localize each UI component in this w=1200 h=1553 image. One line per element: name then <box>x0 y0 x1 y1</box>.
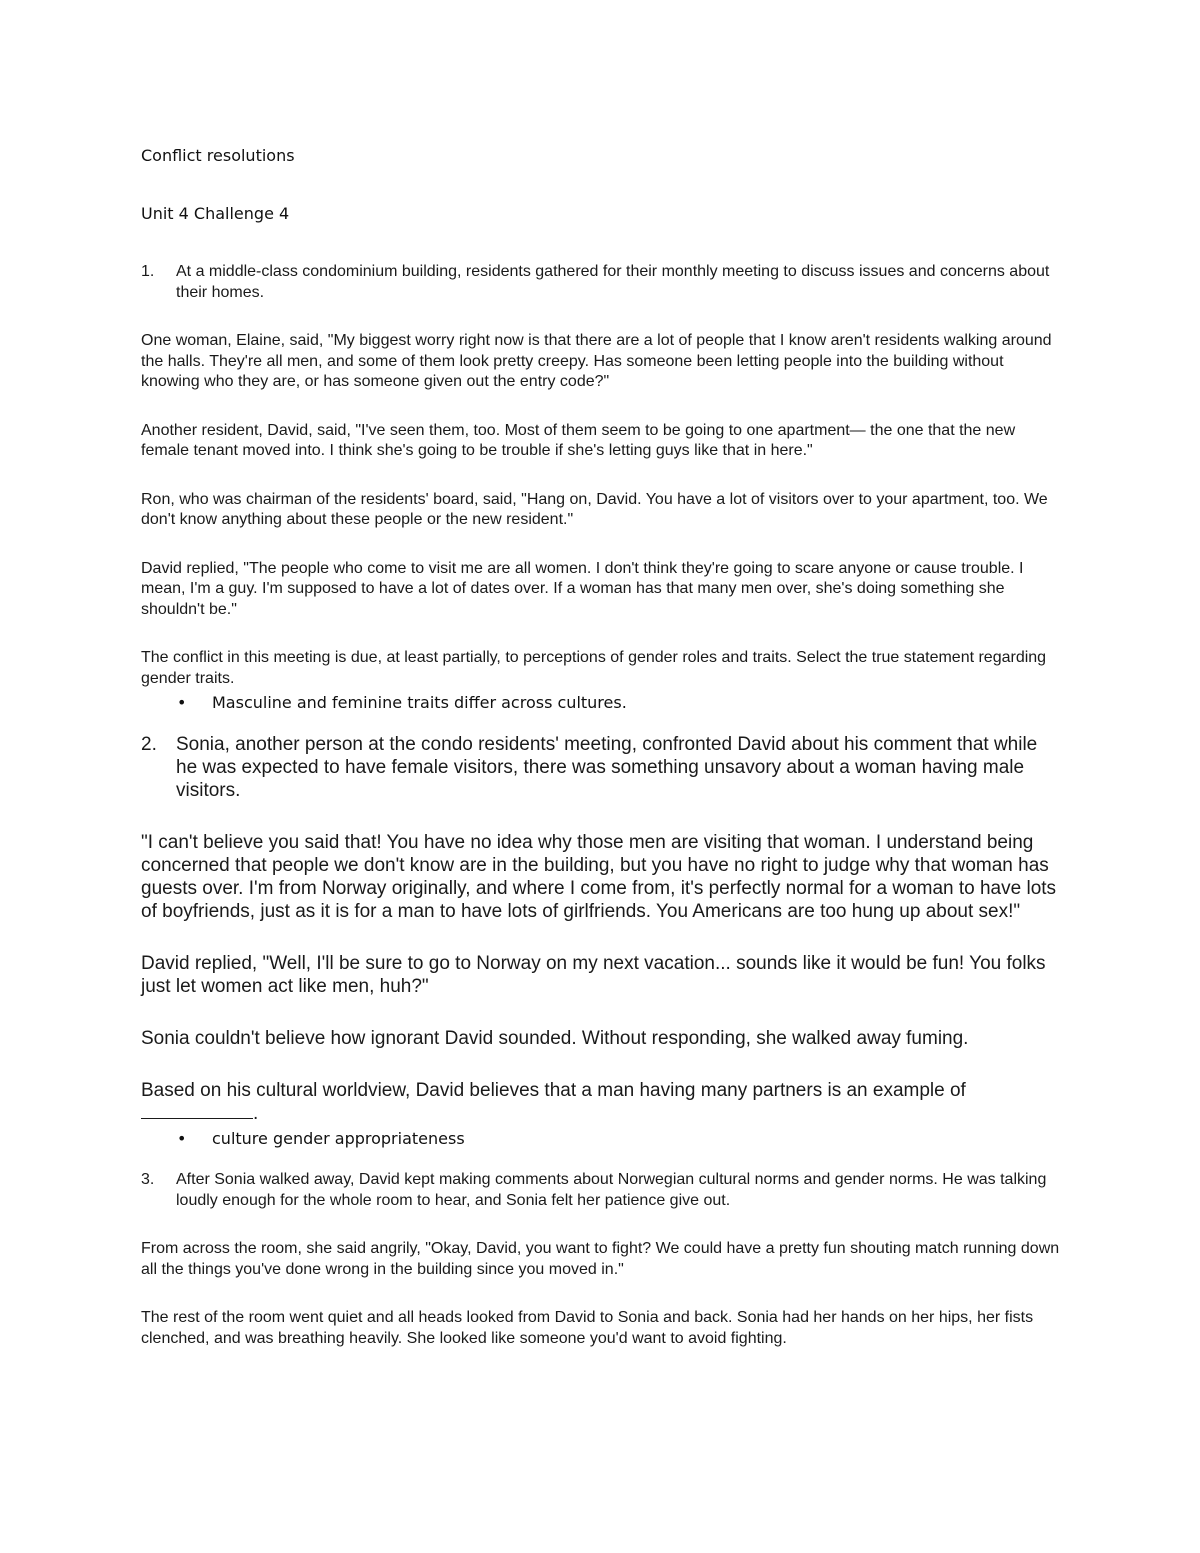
question-2-prompt <box>141 1079 1061 1125</box>
question-2-paragraph-3: Sonia couldn't believe how ignorant David sounded. Without responding, she walked away fuming. <box>141 1028 969 1049</box>
question-1-answer-text: Masculine and feminine traits differ across cultures. <box>212 693 627 712</box>
question-2-answer <box>141 1128 1061 1150</box>
question-2-number: 2. <box>141 734 157 755</box>
question-1-number: 1. <box>141 263 155 280</box>
question-3-number: 3. <box>141 1171 155 1188</box>
question-1-paragraph-1: One woman, Elaine, said, "My biggest worry right now is that there are a lot of people that I know aren't residents walking around the halls. They're all men, and some of them look pretty creepy. Has someone been letting people into the building without knowing who they are, or has someone given out the entry code?" <box>141 332 1052 390</box>
question-1-answer <box>141 692 1061 714</box>
question-1-intro-text: At a middle-class condominium building, residents gathered for their monthly meeting to discuss issues and concerns about their homes. <box>176 263 1050 301</box>
question-1-prompt: The conflict in this meeting is due, at least partially, to perceptions of gender roles and traits. Select the true statement regarding gender traits. <box>141 649 1047 687</box>
question-2-paragraph-1: "I can't believe you said that! You have no idea why those men are visiting that woman. I understand being concerned that people we don't know are in the building, but you have no right to judge why that woman has guests over. I'm from Norway originally, and where I come from, it's perfectly normal for a woman to have lots of boyfriends, just as it is for a man to have lots of girlfriends. You Americans are too hung up about sex!" <box>141 832 1057 922</box>
question-2-prompt-text: Based on his cultural worldview, David believes that a man having many partners is an example of <box>141 1080 966 1101</box>
question-3-paragraph-2: The rest of the room went quiet and all heads looked from David to Sonia and back. Sonia had her hands on her hips, her fists clenched, and was breathing heavily. She looked like someone you'd want to avoid fighting. <box>141 1309 1034 1347</box>
document-title: Conflict resolutions <box>141 146 295 165</box>
question-1-intro <box>141 262 1061 303</box>
question-2-intro-text: Sonia, another person at the condo residents' meeting, confronted David about his comment that while he was expected to have female visitors, there was something unsavory about a woman having male visitors. <box>176 734 1038 801</box>
question-1-paragraph-3: Ron, who was chairman of the residents' board, said, "Hang on, David. You have a lot of visitors over to your apartment, too. We don't know anything about these people or the new resident." <box>141 490 1048 528</box>
question-2-prompt-end: . <box>253 1103 259 1124</box>
document-page <box>141 140 1061 1349</box>
unit-heading: Unit 4 Challenge 4 <box>141 204 290 223</box>
answer-blank <box>141 1104 253 1119</box>
question-2-answer-text: culture gender appropriateness <box>212 1129 465 1148</box>
bullet-icon: • <box>177 1129 187 1148</box>
question-1-paragraph-4: David replied, "The people who come to visit me are all women. I don't think they're going to scare anyone or cause trouble. I mean, I'm a guy. I'm supposed to have a lot of dates over. If a woman has that many men over, she's doing something she shouldn't be." <box>141 559 1024 618</box>
bullet-icon: • <box>177 693 187 712</box>
question-3-intro <box>141 1170 1061 1211</box>
question-1-paragraph-2: Another resident, David, said, "I've seen them, too. Most of them seem to be going to one apartment— the one that the new female tenant moved into. I think she's going to be trouble if she's letting guys like that in here." <box>141 421 1016 459</box>
question-2-intro <box>141 733 1061 802</box>
question-3-intro-text: After Sonia walked away, David kept making comments about Norwegian cultural norms and gender norms. He was talking loudly enough for the whole room to hear, and Sonia felt her patience give out. <box>176 1171 1047 1209</box>
question-2-paragraph-2: David replied, "Well, I'll be sure to go to Norway on my next vacation... sounds like it would be fun! You folks just let women act like men, huh?" <box>141 953 1046 997</box>
question-3-paragraph-1: From across the room, she said angrily, "Okay, David, you want to fight? We could have a pretty fun shouting match running down all the things you've done wrong in the building since you moved in." <box>141 1240 1060 1278</box>
